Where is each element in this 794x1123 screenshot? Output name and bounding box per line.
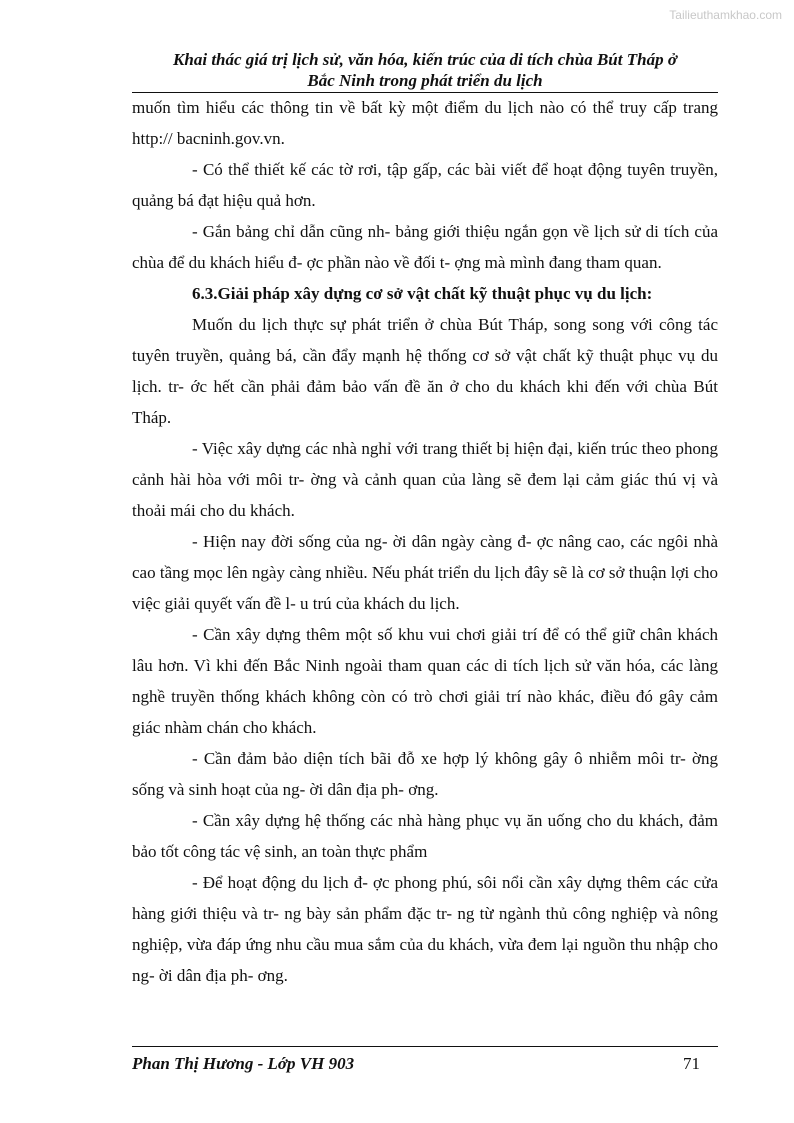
paragraph: - Cần xây dựng thêm một số khu vui chơi giải trí để có thể giữ chân khách lâu hơn. Vì khi đến Bắc Ninh ngoài tham quan các di tích lịch sử văn hóa, các làng nghề truyền thống khách không còn có trò chơi giải trí nào khác, điều đó gây cảm giác nhàm chán cho khách. xyxy=(132,625,718,737)
paragraph: muốn tìm hiểu các thông tin về bất kỳ một điểm du lịch nào có thể truy cấp trang http:// bacninh.gov.vn. xyxy=(132,98,718,148)
paragraph: - Cần đảm bảo diện tích bãi đỗ xe hợp lý không gây ô nhiễm môi tr- ờng sống và sinh hoạt của ng- ời dân địa ph- ơng. xyxy=(132,749,718,799)
paragraph: - Cần xây dựng hệ thống các nhà hàng phục vụ ăn uống cho du khách, đảm bảo tốt công tác vệ sinh, an toàn thực phẩm xyxy=(132,811,718,861)
footer-divider xyxy=(132,1046,718,1047)
section-heading: 6.3.Giải pháp xây dựng cơ sở vật chất kỹ thuật phục vụ du lịch: xyxy=(192,284,653,303)
page-number: 71 xyxy=(683,1054,700,1073)
document-body xyxy=(132,92,718,991)
paragraph: - Hiện nay đời sống của ng- ời dân ngày càng đ- ợc nâng cao, các ngôi nhà cao tầng mọc lên ngày càng nhiều. Nếu phát triển du lịch đây sẽ là cơ sở thuận lợi cho việc giải quyết vấn đề l- u trú của khách du lịch. xyxy=(132,532,718,613)
header-title-line-1: Khai thác giá trị lịch sử, văn hóa, kiến trúc của di tích chùa Bút Tháp ở xyxy=(173,50,677,69)
watermark: Tailieuthamkhao.com xyxy=(669,8,782,22)
paragraph: - Có thể thiết kế các tờ rơi, tập gấp, các bài viết để hoạt động tuyên truyền, quảng bá đạt hiệu quả hơn. xyxy=(132,160,718,210)
paragraph: - Gắn bảng chỉ dẫn cũng nh- bảng giới thiệu ngắn gọn về lịch sử di tích của chùa để du khách hiểu đ- ợc phần nào về đối t- ợng mà mình đang tham quan. xyxy=(132,222,718,272)
footer-author: Phan Thị Hương - Lớp VH 903 xyxy=(132,1054,355,1073)
paragraph: - Việc xây dựng các nhà nghỉ với trang thiết bị hiện đại, kiến trúc theo phong cảnh hài hòa với môi tr- ờng và cảnh quan của làng sẽ đem lại cảm giác thú vị và thoải mái cho du khách. xyxy=(132,439,718,520)
paragraph: Muốn du lịch thực sự phát triển ở chùa Bút Tháp, song song với công tác tuyên truyền, quảng bá, cần đẩy mạnh hệ thống cơ sở vật chất kỹ thuật phục vụ du lịch. tr- ớc hết cần phải đảm bảo vấn đề ăn ở cho du khách khi đến với chùa Bút Tháp. xyxy=(132,315,718,427)
page-header xyxy=(132,49,718,91)
header-title-line-2: Bắc Ninh trong phát triển du lịch xyxy=(307,71,543,90)
paragraph: - Để hoạt động du lịch đ- ợc phong phú, sôi nổi cần xây dựng thêm các cửa hàng giới thiệu và tr- ng bày sản phẩm đặc tr- ng từ ngành thủ công nghiệp và nông nghiệp, vừa đáp ứng nhu cầu mua sắm của du khách, vừa đem lại nguồn thu nhập cho ng- ời dân địa ph- ơng. xyxy=(132,873,718,985)
